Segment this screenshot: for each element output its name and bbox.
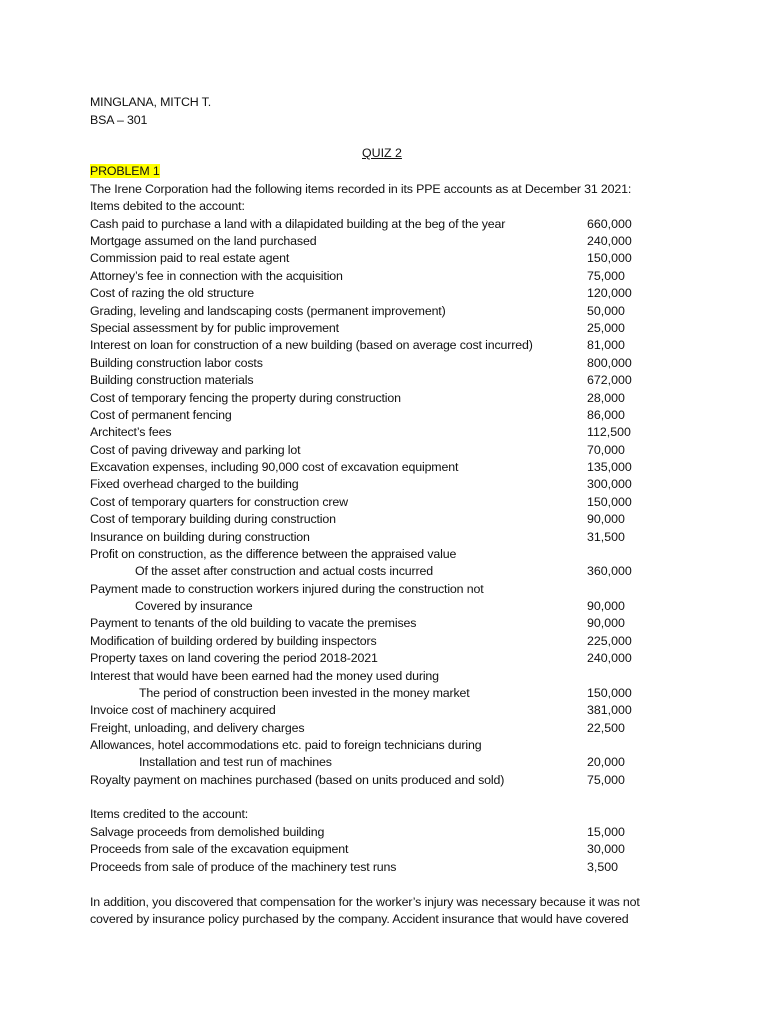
credit-item-label: Proceeds from sale of the excavation equipment: [90, 842, 349, 856]
debit-item-amount: 90,000: [587, 599, 625, 613]
debit-item-amount: 150,000: [587, 686, 632, 700]
debit-item-label: Cost of temporary quarters for construction crew: [90, 495, 348, 509]
debit-item-amount: 225,000: [587, 634, 632, 648]
debit-item-amount: 360,000: [587, 564, 632, 578]
quiz-title: QUIZ 2: [362, 146, 402, 160]
credit-item-amount: 3,500: [587, 860, 619, 874]
debit-item-label: Grading, leveling and landscaping costs (permanent improvement): [90, 304, 446, 318]
credited-heading: Items credited to the account:: [90, 807, 249, 821]
debit-item-amount: 31,500: [587, 530, 625, 544]
debit-item-label: Cost of temporary building during construction: [90, 512, 336, 526]
debit-item-label: Installation and test run of machines: [139, 755, 332, 769]
debit-item-label: Covered by insurance: [135, 599, 253, 613]
debit-item-amount: 150,000: [587, 495, 632, 509]
debit-item-label: Building construction materials: [90, 373, 254, 387]
debit-item-amount: 70,000: [587, 443, 625, 457]
debit-item-amount: 240,000: [587, 651, 632, 665]
debit-item-label: Allowances, hotel accommodations etc. paid to foreign technicians during: [90, 738, 482, 752]
debit-item-label: Fixed overhead charged to the building: [90, 477, 299, 491]
debit-item-label: The period of construction been invested in the money market: [139, 686, 470, 700]
debit-item-label: Payment to tenants of the old building to vacate the premises: [90, 616, 417, 630]
debit-item-amount: 86,000: [587, 408, 625, 422]
debit-item-amount: 25,000: [587, 321, 625, 335]
debit-item-label: Insurance on building during construction: [90, 530, 310, 544]
debit-item-label: Interest that would have been earned had the money used during: [90, 669, 439, 683]
debit-item-label: Cost of temporary fencing the property during construction: [90, 391, 401, 405]
debit-item-label: Building construction labor costs: [90, 356, 263, 370]
debit-item-amount: 381,000: [587, 703, 632, 717]
debit-item-label: Attorney’s fee in connection with the acquisition: [90, 269, 343, 283]
intro-text: The Irene Corporation had the following items recorded in its PPE accounts as at December 31 2021:: [90, 182, 632, 196]
debit-item-amount: 90,000: [587, 616, 625, 630]
debit-item-label: Mortgage assumed on the land purchased: [90, 234, 317, 248]
debit-item-label: Commission paid to real estate agent: [90, 251, 290, 265]
debit-item-amount: 672,000: [587, 373, 632, 387]
debit-item-label: Special assessment by for public improvement: [90, 321, 339, 335]
debit-item-amount: 300,000: [587, 477, 632, 491]
debit-item-label: Of the asset after construction and actual costs incurred: [135, 564, 433, 578]
debit-item-label: Freight, unloading, and delivery charges: [90, 721, 305, 735]
student-section: BSA – 301: [90, 113, 148, 127]
debit-item-amount: 240,000: [587, 234, 632, 248]
debit-item-label: Payment made to construction workers injured during the construction not: [90, 582, 484, 596]
debit-item-label: Cost of paving driveway and parking lot: [90, 443, 301, 457]
debit-item-label: Excavation expenses, including 90,000 cost of excavation equipment: [90, 460, 459, 474]
debit-item-amount: 135,000: [587, 460, 632, 474]
debit-item-label: Profit on construction, as the difference between the appraised value: [90, 547, 457, 561]
debit-item-amount: 75,000: [587, 773, 625, 787]
debit-item-label: Invoice cost of machinery acquired: [90, 703, 276, 717]
debit-item-amount: 22,500: [587, 721, 625, 735]
debit-item-label: Interest on loan for construction of a new building (based on average cost incurred): [90, 338, 533, 352]
debit-item-amount: 800,000: [587, 356, 632, 370]
debit-item-amount: 75,000: [587, 269, 625, 283]
debit-item-amount: 112,500: [587, 425, 631, 439]
credit-item-label: Salvage proceeds from demolished building: [90, 825, 325, 839]
credit-item-label: Proceeds from sale of produce of the machinery test runs: [90, 860, 397, 874]
debit-item-label: Royalty payment on machines purchased (based on units produced and sold): [90, 773, 505, 787]
addition-paragraph-line: In addition, you discovered that compensation for the worker’s injury was necessary because it was not: [90, 895, 640, 909]
debit-item-amount: 150,000: [587, 251, 632, 265]
debit-item-label: Cost of razing the old structure: [90, 286, 254, 300]
debit-item-label: Modification of building ordered by building inspectors: [90, 634, 377, 648]
debit-item-label: Cash paid to purchase a land with a dilapidated building at the beg of the year: [90, 217, 506, 231]
addition-paragraph-line: covered by insurance policy purchased by the company. Accident insurance that would have covered: [90, 912, 629, 926]
debit-item-amount: 50,000: [587, 304, 625, 318]
credit-item-amount: 15,000: [587, 825, 625, 839]
debit-item-label: Cost of permanent fencing: [90, 408, 232, 422]
debit-item-amount: 20,000: [587, 755, 625, 769]
problem-label-text: PROBLEM 1: [90, 164, 160, 178]
debit-item-amount: 90,000: [587, 512, 625, 526]
debit-item-amount: 28,000: [587, 391, 625, 405]
debit-item-amount: 120,000: [587, 286, 632, 300]
debit-item-amount: 660,000: [587, 217, 632, 231]
debit-item-label: Architect’s fees: [90, 425, 172, 439]
problem-label: [90, 163, 160, 180]
credit-item-amount: 30,000: [587, 842, 625, 856]
debit-item-label: Property taxes on land covering the period 2018-2021: [90, 651, 378, 665]
debited-heading: Items debited to the account:: [90, 199, 245, 213]
student-name: MINGLANA, MITCH T.: [90, 95, 211, 109]
debit-item-amount: 81,000: [587, 338, 625, 352]
